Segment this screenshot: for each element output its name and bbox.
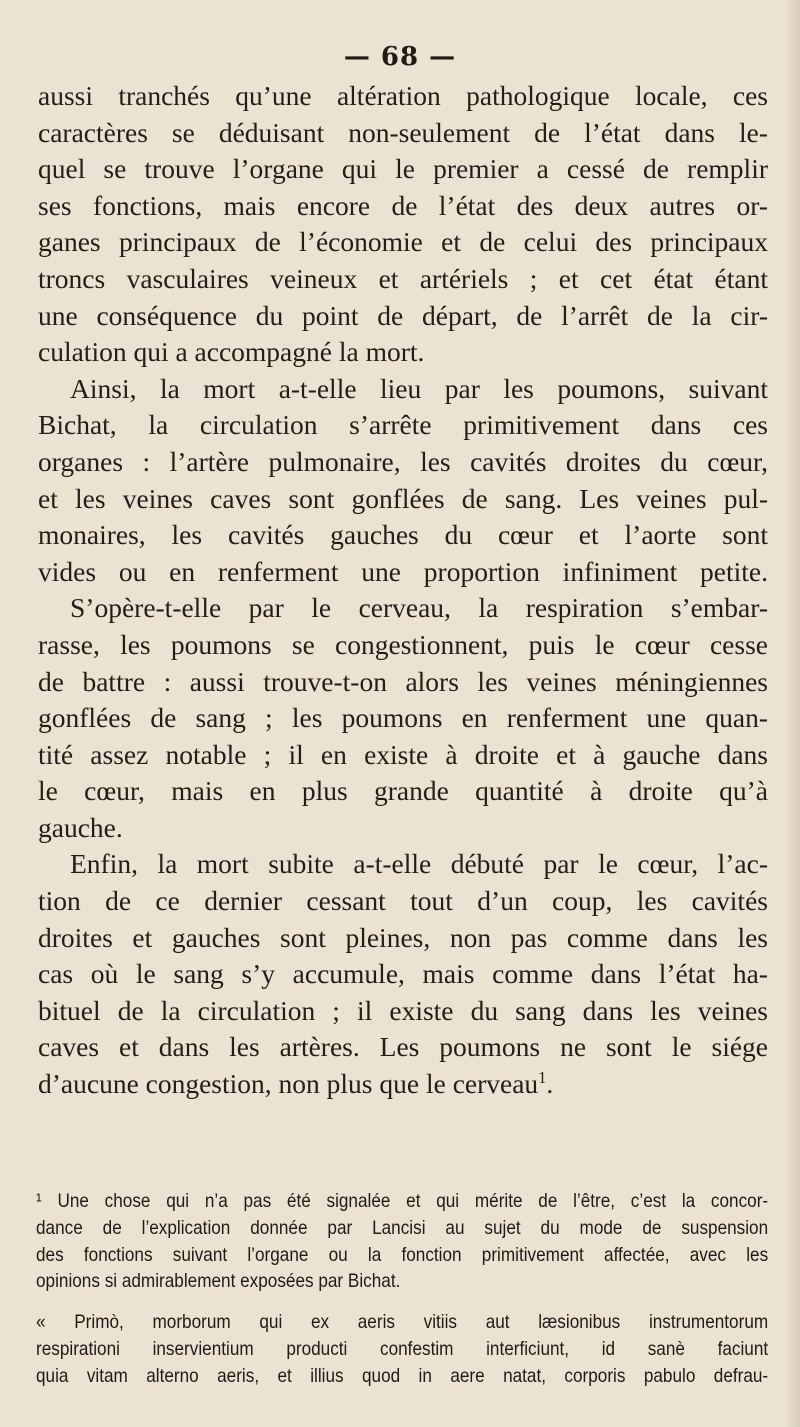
text-line	[38, 627, 768, 664]
text-line-content: gonflées de sang ; les poumons en renferment une quan-	[38, 702, 768, 734]
text-line-content: une conséquence du point de départ, de l’arrêt de la cir-	[38, 299, 768, 331]
text-line-content: Bichat, la circulation s’arrête primitivement dans ces	[38, 409, 768, 441]
footnote-line: respirationi inservientium producti confestim interficiunt, id sanè faciunt	[36, 1337, 769, 1360]
text-line-content: Enfin, la mort subite a-t-elle débuté par le cœur, l’ac-	[70, 848, 768, 880]
text-line	[38, 224, 768, 261]
text-line-content: caractères se déduisant non-seulement de l’état dans le-	[38, 116, 768, 148]
footnotes	[36, 1188, 768, 1390]
text-line	[38, 737, 768, 774]
text-line	[38, 481, 768, 518]
text-line-content: gauche.	[38, 811, 123, 843]
text-line-content: organes : l’artère pulmonaire, les cavités droites du cœur,	[38, 445, 768, 477]
text-line	[38, 188, 768, 225]
text-line	[38, 664, 768, 701]
footnote-line: « Primò, morborum qui ex aeris vitiis aut læsionibus instrumentorum	[36, 1311, 769, 1334]
text-line	[38, 773, 768, 810]
page-edge-shadow	[786, 0, 800, 1427]
footnote-separator	[130, 1150, 670, 1151]
footnote-line: dance de l’explication donnée par Lancisi au sujet du mode de suspension	[36, 1216, 769, 1239]
text-line-content: culation qui a accompagné la mort.	[38, 336, 425, 368]
text-line	[38, 517, 768, 554]
footnote-line: opinions si admirablement exposées par Bichat.	[36, 1270, 401, 1293]
text-line-content: monaires, les cavités gauches du cœur et l’aorte sont	[38, 519, 768, 551]
text-line	[38, 846, 768, 883]
footnote-line: ¹ Une chose qui n’a pas été signalée et qui mérite de l’être, c’est la concor-	[36, 1190, 769, 1212]
text-line-content: ganes principaux de l’économie et de celui des principaux	[38, 226, 768, 258]
text-line	[38, 261, 768, 298]
text-line-content: d’aucune congestion, non plus que le cerveau	[38, 1068, 539, 1100]
text-line-content: de battre : aussi trouve-t-on alors les veines méningiennes	[38, 665, 768, 697]
text-line-content: Ainsi, la mort a-t-elle lieu par les poumons, suivant	[70, 372, 768, 404]
text-line-content: ses fonctions, mais encore de l’état des deux autres or-	[38, 189, 768, 221]
text-line	[38, 920, 768, 957]
text-line-content: quel se trouve l’organe qui le premier a cessé de remplir	[38, 153, 768, 185]
text-line	[38, 590, 768, 627]
text-line	[38, 956, 768, 993]
main-text	[38, 78, 768, 1103]
text-line	[38, 883, 768, 920]
footnote-marker: 1	[538, 1067, 547, 1087]
text-line	[38, 700, 768, 737]
text-line-content: droites et gauches sont pleines, non pas comme dans les	[38, 921, 768, 953]
text-line-content: et les veines caves sont gonflées de sang. Les veines pul-	[38, 482, 768, 514]
text-line-content: tion de ce dernier cessant tout d’un coup, les cavités	[38, 885, 768, 917]
footnote-line: quia vitam alterno aeris, et illius quod in aere natat, corporis pabulo defrau-	[36, 1364, 769, 1387]
text-line-content: vides ou en renferment une proportion infiniment petite.	[38, 555, 768, 587]
text-line	[38, 407, 768, 444]
text-line	[38, 444, 768, 481]
text-line-content: bituel de la circulation ; il existe du sang dans les veines	[38, 994, 768, 1026]
text-line	[38, 78, 768, 115]
text-line	[38, 151, 768, 188]
text-line-content: le cœur, mais en plus grande quantité à droite qu’à	[38, 775, 768, 807]
text-line-content: caves et dans les artères. Les poumons ne sont le siége	[38, 1031, 768, 1063]
footnote-line: des fonctions suivant l’organe ou la fonction primitivement affectée, avec les	[36, 1243, 769, 1266]
page-number: — 68 —	[343, 42, 457, 72]
text-line	[38, 1066, 768, 1103]
text-line	[38, 334, 768, 371]
text-line	[38, 115, 768, 152]
text-line	[38, 554, 768, 591]
text-line-content: S’opère-t-elle par le cerveau, la respiration s’embar-	[70, 592, 768, 624]
text-line	[38, 993, 768, 1030]
text-line-content: tité assez notable ; il en existe à droite et à gauche dans	[38, 738, 768, 770]
text-line-punctuation: .	[546, 1068, 554, 1100]
text-line	[38, 1029, 768, 1066]
text-line-content: aussi tranchés qu’une altération pathologique locale, ces	[38, 80, 768, 111]
text-line	[38, 298, 768, 335]
text-line	[38, 371, 768, 408]
text-line-content: cas où le sang s’y accumule, mais comme dans l’état ha-	[38, 958, 768, 990]
text-line-content: rasse, les poumons se congestionnent, puis le cœur cesse	[38, 628, 768, 660]
text-line	[38, 810, 768, 847]
footnote-gap	[36, 1295, 768, 1309]
text-line-content: troncs vasculaires veineux et artériels ; et cet état étant	[38, 262, 768, 294]
